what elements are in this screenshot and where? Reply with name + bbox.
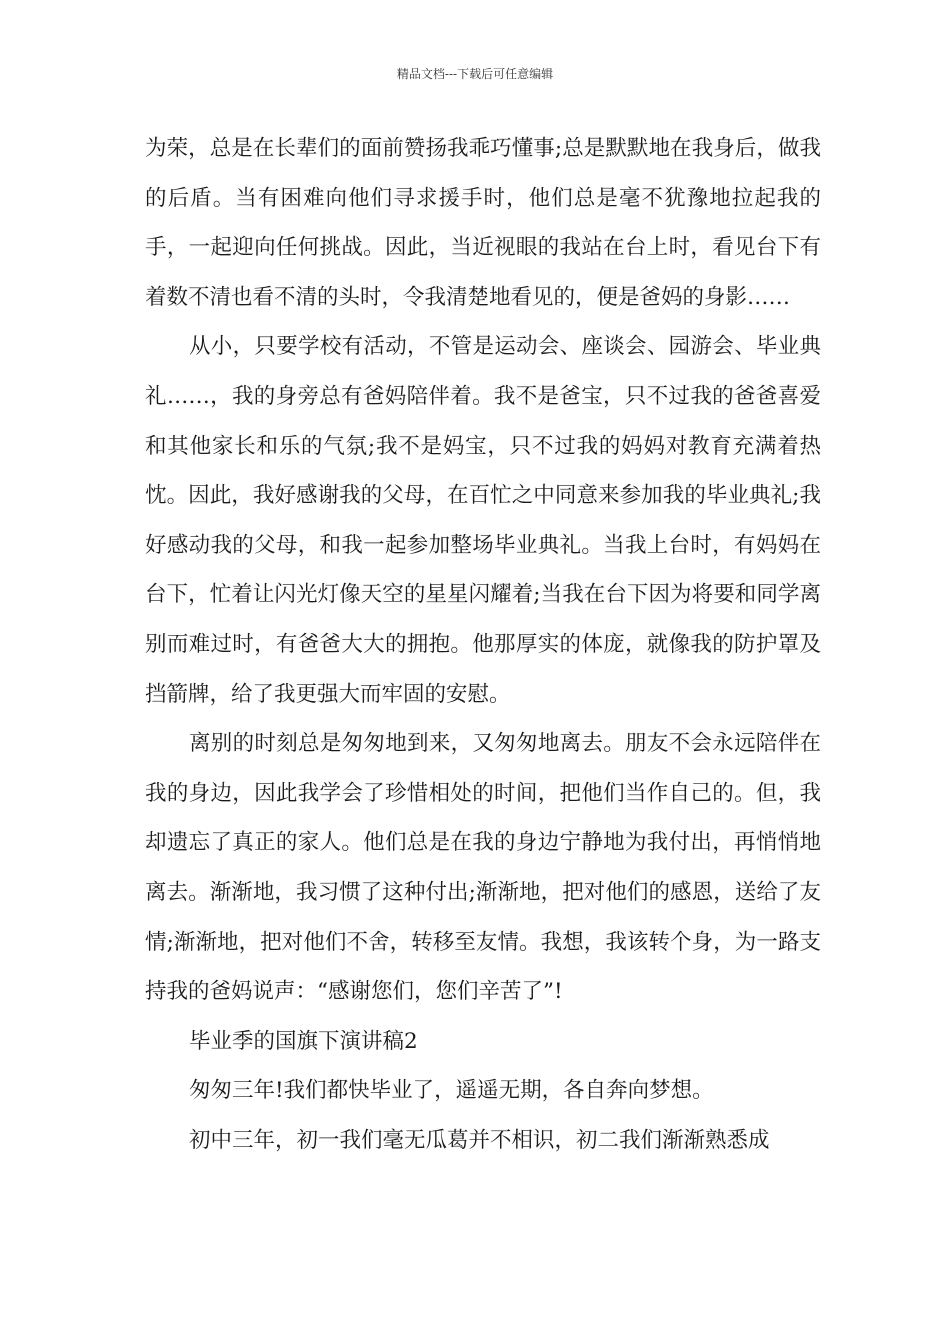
paragraph: 离别的时刻总是匆匆地到来，又匆匆地离去。朋友不会永远陪伴在我的身边，因此我学会了珍惜相处的时间，把他们当作自己的。但，我却遗忘了真正的家人。他们总是在我的身边宁静地为我付出，再悄悄地离去。渐渐地，我习惯了这种付出;渐渐地，把对他们的感恩，送给了友情;渐渐地，把对他们不舍，转移至友情。我想，我该转个身，为一路支持我的爸妈说声：“感谢您们，您们辛苦了”! xyxy=(145,731,821,1005)
document-body xyxy=(145,124,821,1165)
paragraph: 初中三年，初一我们毫无瓜葛并不相识，初二我们渐渐熟悉成 xyxy=(189,1127,770,1153)
paragraph-continuation: 为荣，总是在长辈们的面前赞扬我乖巧懂事;总是默默地在我身后，做我的后盾。当有困难向他们寻求援手时，他们总是毫不犹豫地拉起我的手，一起迎向任何挑战。因此，当近视眼的我站在台上时，看见台下有着数不清也看不清的头时，令我清楚地看见的，便是爸妈的身影…… xyxy=(145,136,821,310)
section-heading: 毕业季的国旗下演讲稿2 xyxy=(189,1028,418,1054)
page-header: 精品文档---下载后可任意编辑 xyxy=(396,67,554,81)
paragraph: 从小，只要学校有活动，不管是运动会、座谈会、园游会、毕业典礼……，我的身旁总有爸妈陪伴着。我不是爸宝，只不过我的爸爸喜爱和其他家长和乐的气氛;我不是妈宝，只不过我的妈妈对教育充满着热忱。因此，我好感谢我的父母，在百忙之中同意来参加我的毕业典礼;我好感动我的父母，和我一起参加整场毕业典礼。当我上台时，有妈妈在台下，忙着让闪光灯像天空的星星闪耀着;当我在台下因为将要和同学离别而难过时，有爸爸大大的拥抱。他那厚实的体庞，就像我的防护罩及挡箭牌，给了我更强大而牢固的安慰。 xyxy=(145,334,821,707)
paragraph: 匆匆三年!我们都快毕业了，遥遥无期，各自奔向梦想。 xyxy=(189,1078,714,1104)
